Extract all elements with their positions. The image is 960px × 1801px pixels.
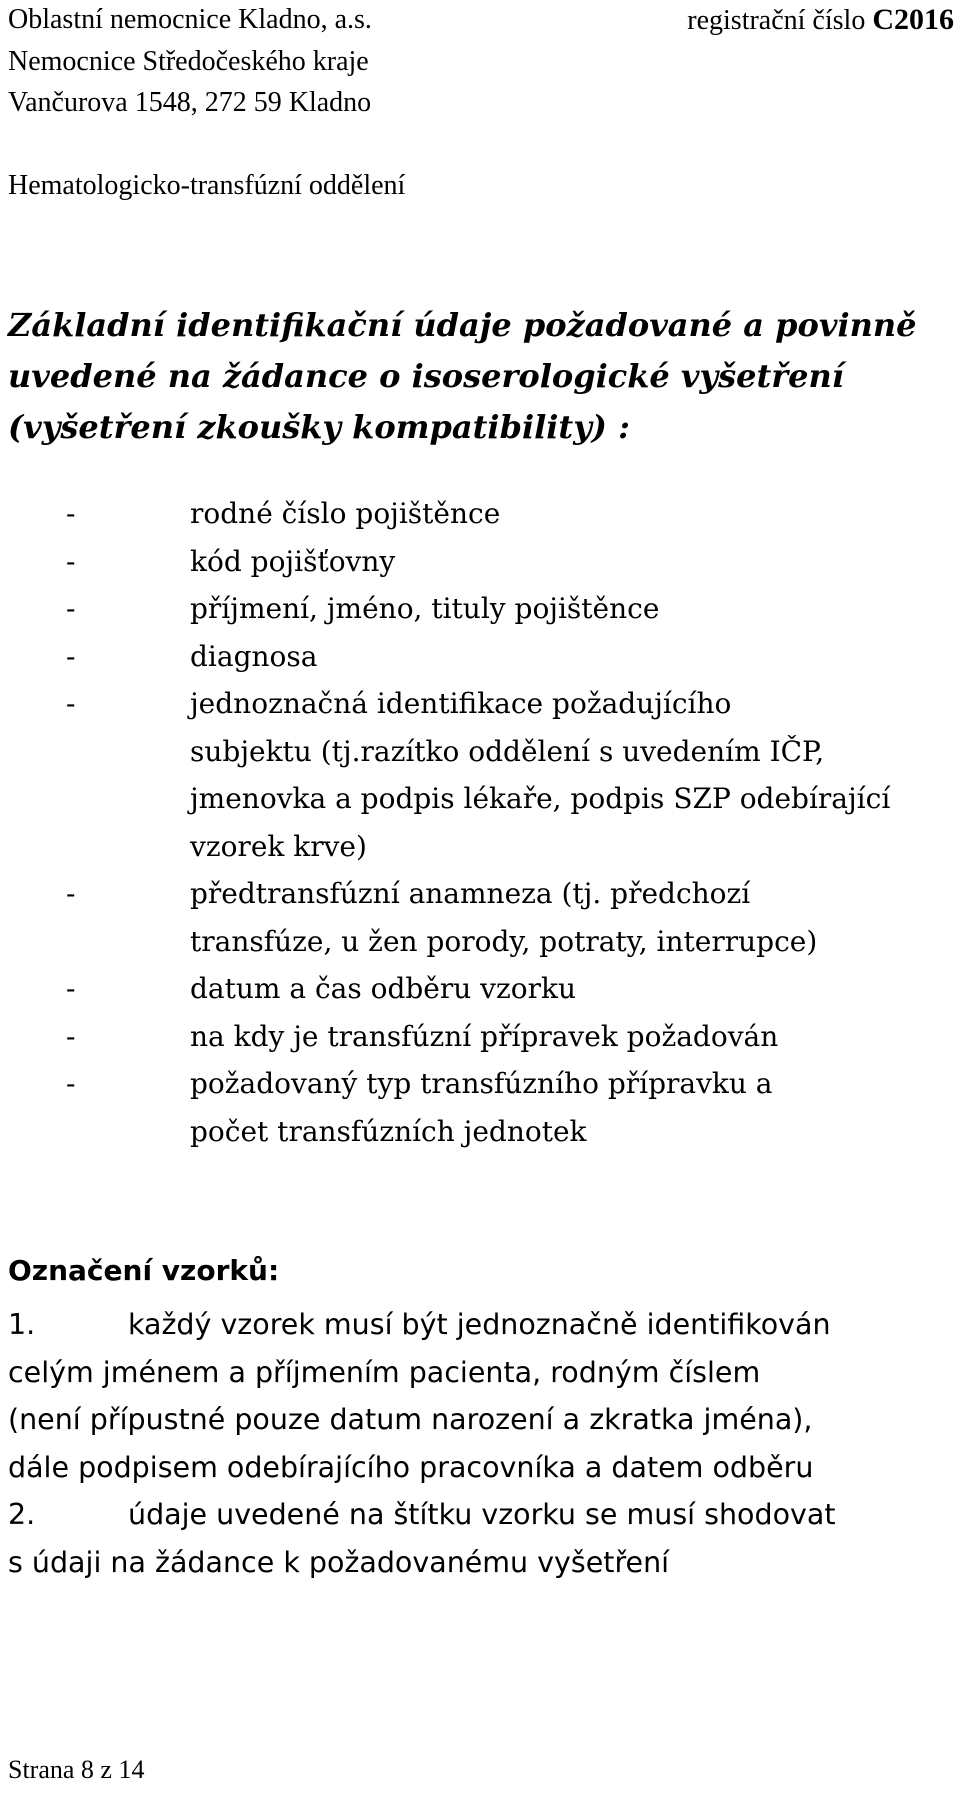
document-heading [8, 300, 948, 453]
samples-section-title: Označení vzorků: [8, 1254, 280, 1287]
hospital-address: Vančurova 1548, 272 59 Kladno [8, 87, 372, 118]
list-dash: - [66, 639, 76, 673]
heading-line: (vyšetření zkoušky kompatibility) : [8, 408, 630, 446]
list-dash: - [66, 972, 76, 1005]
paragraph-line [8, 1491, 958, 1539]
list-item [0, 965, 960, 1013]
list-item [0, 1060, 960, 1155]
paragraph-line: (není přípustné pouze datum narození a zkratka jména), [8, 1403, 813, 1436]
list-item-text: jednoznačná identifikace požadujícího [190, 687, 732, 720]
hospital-name: Oblastní nemocnice Kladno, a.s. [8, 4, 372, 35]
list-item-text: příjmení, jméno, tituly pojištěnce [190, 592, 660, 625]
list-dash: - [66, 497, 76, 530]
list-dash: - [66, 1019, 76, 1053]
heading-line: uvedené na žádance o isoserologické vyšetření [8, 357, 844, 395]
list-item-text: požadovaný typ transfúzního přípravku a [190, 1067, 773, 1100]
registration-code: C2016 [872, 3, 954, 36]
paragraph-line: s údaji na žádance k požadovanému vyšetření [8, 1545, 670, 1579]
list-item [0, 680, 960, 870]
paragraph-line: dále podpisem odebírajícího pracovníka a datem odběru [8, 1450, 814, 1484]
list-item [0, 870, 960, 965]
paragraph-text: údaje uvedené na štítku vzorku se musí shodovat [128, 1498, 836, 1531]
list-item-text: datum a čas odběru vzorku [190, 972, 576, 1005]
list-item [0, 538, 960, 586]
list-item-text-continued: subjektu (tj.razítko oddělení s uvedením IČP, [190, 734, 825, 768]
list-item-text-continued: počet transfúzních jednotek [190, 1114, 587, 1148]
department-name: Hematologicko-transfúzní oddělení [8, 170, 406, 201]
page-number: Strana 8 z 14 [8, 1755, 145, 1784]
paragraph-line: celým jménem a příjmením pacienta, rodným číslem [8, 1355, 761, 1389]
list-item [0, 1013, 960, 1061]
list-item-text: diagnosa [190, 639, 318, 673]
list-item-text: rodné číslo pojištěnce [190, 497, 501, 530]
samples-paragraph [8, 1301, 958, 1586]
list-item-text-continued: jmenovka a podpis lékaře, podpis SZP odebírající [190, 782, 891, 815]
list-item-text-continued: transfúze, u žen porody, potraty, interrupce) [190, 924, 818, 958]
heading-line: Základní identifikační údaje požadované a povinně [8, 306, 917, 344]
list-dash: - [66, 544, 76, 578]
paragraph-text: každý vzorek musí být jednoznačně identifikován [128, 1308, 831, 1341]
list-dash: - [66, 877, 76, 910]
list-item-text: na kdy je transfúzní přípravek požadován [190, 1019, 779, 1053]
hospital-group: Nemocnice Středočeského kraje [8, 46, 369, 77]
list-dash: - [66, 687, 76, 720]
list-dash: - [66, 592, 76, 625]
list-item-text: předtransfúzní anamneza (tj. předchozí [190, 877, 751, 910]
list-item [0, 633, 960, 681]
list-item [0, 585, 960, 633]
paragraph-line [8, 1301, 958, 1349]
registration-number [687, 4, 954, 37]
requirements-list [0, 490, 960, 1155]
list-item [0, 490, 960, 538]
list-dash: - [66, 1067, 76, 1100]
point-number: 1. [8, 1308, 36, 1341]
list-item-text-continued: vzorek krve) [190, 829, 367, 863]
registration-label: registrační číslo [687, 5, 866, 36]
list-item-text: kód pojišťovny [190, 544, 396, 578]
point-number: 2. [8, 1498, 36, 1531]
